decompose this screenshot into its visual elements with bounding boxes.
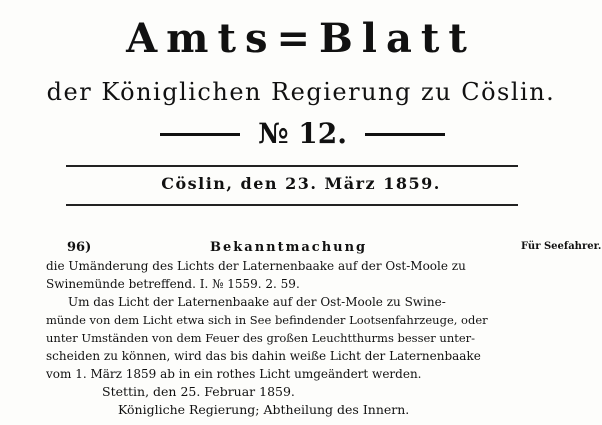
notice-line: vom 1. März 1859 ab in ein rothes Licht umgeändert werden. — [46, 367, 422, 381]
notice-heading: Bekanntmachung — [210, 240, 368, 255]
ornamental-rule-left — [160, 133, 240, 136]
masthead-title: Amts=Blatt — [126, 15, 476, 62]
notice-number: 96) — [67, 240, 92, 255]
notice-line: münde von dem Licht etwa sich in See befindender Lootsenfahrzeuge, oder — [46, 313, 488, 327]
masthead-subtitle: der Königlichen Regierung zu Cöslin. — [46, 78, 556, 106]
notice-line: unter Umständen von dem Feuer des großen Leuchtthurms besser unter- — [46, 331, 476, 345]
divider-bottom — [66, 204, 518, 206]
notice-line: Um das Licht der Laternenbaake auf der Ost-Moole zu Swine- — [68, 295, 446, 309]
margin-note: Für Seefahrer. — [521, 241, 602, 252]
signoff-place-date: Stettin, den 25. Februar 1859. — [102, 384, 295, 399]
notice-line: die Umänderung des Lichts der Laternenbaake auf der Ost-Moole zu — [46, 259, 466, 273]
signoff-authority: Königliche Regierung; Abtheilung des Innern. — [118, 402, 410, 417]
notice-line: Swinemünde betreffend. I. № 1559. 2. 59. — [46, 277, 300, 291]
notice-line: scheiden zu können, wird das bis dahin weiße Licht der Laternenbaake — [46, 349, 481, 363]
ornamental-rule-right — [365, 133, 445, 136]
divider-top — [66, 165, 518, 167]
issue-number: № 12. — [258, 117, 347, 150]
issue-number-row — [0, 117, 602, 151]
dateline: Cöslin, den 23. März 1859. — [161, 174, 441, 193]
